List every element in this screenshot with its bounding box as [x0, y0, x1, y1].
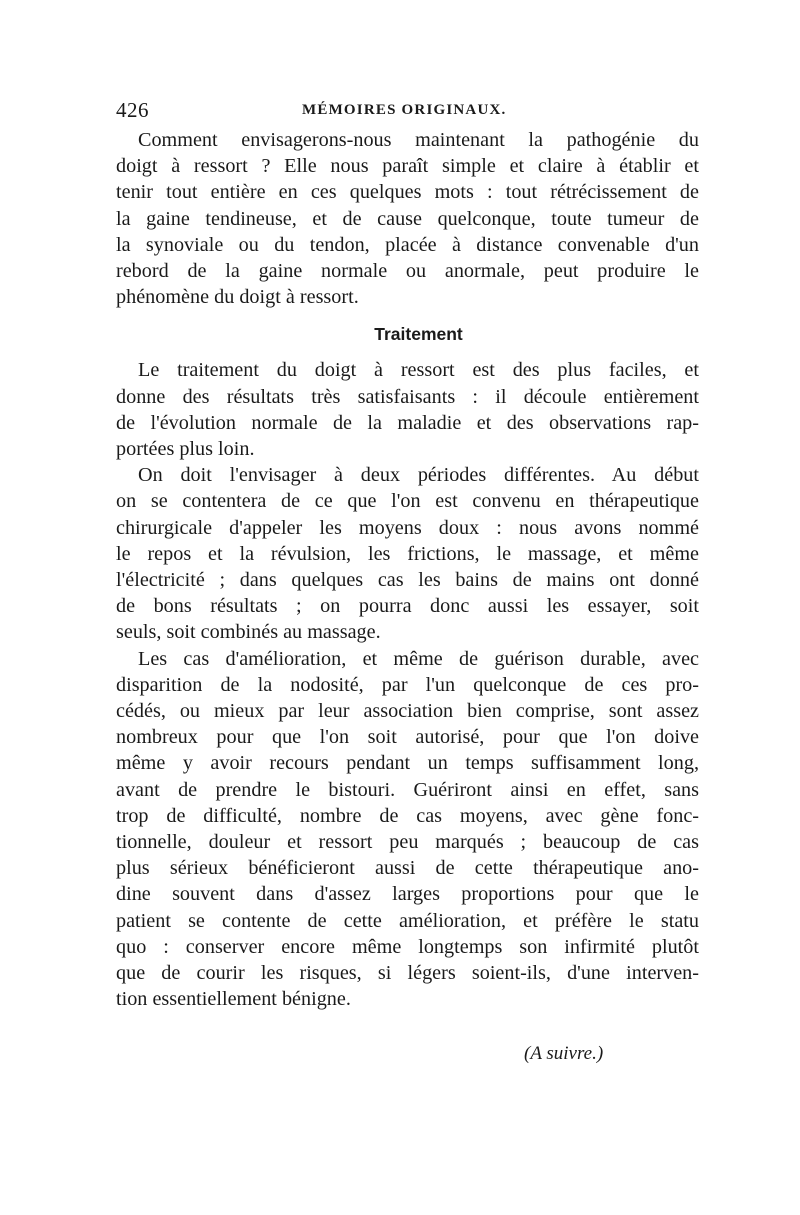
text-line: tenir tout entière en ces quelques mots : tout rétrécissement de [116, 181, 699, 204]
text-line: plus sérieux bénéficieront aussi de cette thérapeutique ano- [116, 857, 699, 880]
text-line: Les cas d'amélioration, et même de guérison durable, avec [138, 647, 699, 670]
text-line: portées plus loin. [116, 438, 255, 461]
paragraph-periodes [116, 462, 699, 645]
text-line: donne des résultats très satisfaisants : il découle entièrement [116, 385, 699, 408]
paragraph-pathogenie [116, 127, 699, 310]
text-line: rebord de la gaine normale ou anormale, peut produire le [116, 260, 699, 283]
text-line: chirurgicale d'appeler les moyens doux : nous avons nommé [116, 516, 699, 539]
text-line: de bons résultats ; on pourra donc aussi les essayer, soit [116, 595, 699, 618]
journal-title: MÉMOIRES ORIGINAUX. [302, 102, 507, 118]
text-line: nombreux pour que l'on soit autorisé, pour que l'on doive [116, 726, 699, 749]
text-line: doigt à ressort ? Elle nous paraît simple et claire à établir et [116, 155, 699, 178]
paragraph-amelioration [116, 646, 699, 1013]
text-line: phénomène du doigt à ressort. [116, 286, 359, 309]
text-line: la synoviale ou du tendon, placée à distance convenable d'un [116, 233, 699, 256]
text-line: dine souvent dans d'assez larges proportions pour que le [116, 883, 699, 906]
text-line: le repos et la révulsion, les frictions, le massage, et même [116, 542, 699, 565]
text-line: que de courir les risques, si légers soient-ils, d'une interven- [116, 962, 699, 985]
section-heading: Traitement [374, 324, 463, 345]
text-line: tion essentiellement bénigne. [116, 988, 351, 1011]
text-line: tionnelle, douleur et ressort peu marqués ; beaucoup de cas [116, 831, 699, 854]
text-line: l'électricité ; dans quelques cas les bains de mains ont donné [116, 569, 699, 592]
page-number: 426 [116, 98, 149, 122]
continuation-note: (A suivre.) [524, 1043, 604, 1064]
text-line: Le traitement du doigt à ressort est des plus faciles, et [138, 359, 699, 382]
text-line: cédés, ou mieux par leur association bien comprise, sont assez [116, 700, 699, 723]
text-line: quo : conserver encore même longtemps son infirmité plutôt [116, 935, 699, 958]
running-head [116, 98, 686, 128]
text-line: de l'évolution normale de la maladie et des observations rap- [116, 411, 699, 434]
text-line: disparition de la nodosité, par l'un quelconque de ces pro- [116, 673, 699, 696]
text-line: Comment envisagerons-nous maintenant la pathogénie du [138, 129, 699, 151]
text-line: On doit l'envisager à deux périodes différentes. Au début [138, 464, 699, 487]
text-line: avant de prendre le bistouri. Guériront ainsi en effet, sans [116, 778, 699, 801]
text-line: même y avoir recours pendant un temps suffisamment long, [116, 752, 699, 775]
text-line: on se contentera de ce que l'on est convenu en thérapeutique [116, 490, 699, 513]
body-text [116, 127, 699, 1013]
text-line: patient se contente de cette amélioration, et préfère le statu [116, 909, 699, 932]
paragraph-traitement-intro [116, 357, 699, 462]
text-line: trop de difficulté, nombre de cas moyens, avec gène fonc- [116, 804, 699, 827]
text-line: la gaine tendineuse, et de cause quelconque, toute tumeur de [116, 207, 699, 230]
text-line: seuls, soit combinés au massage. [116, 621, 381, 644]
